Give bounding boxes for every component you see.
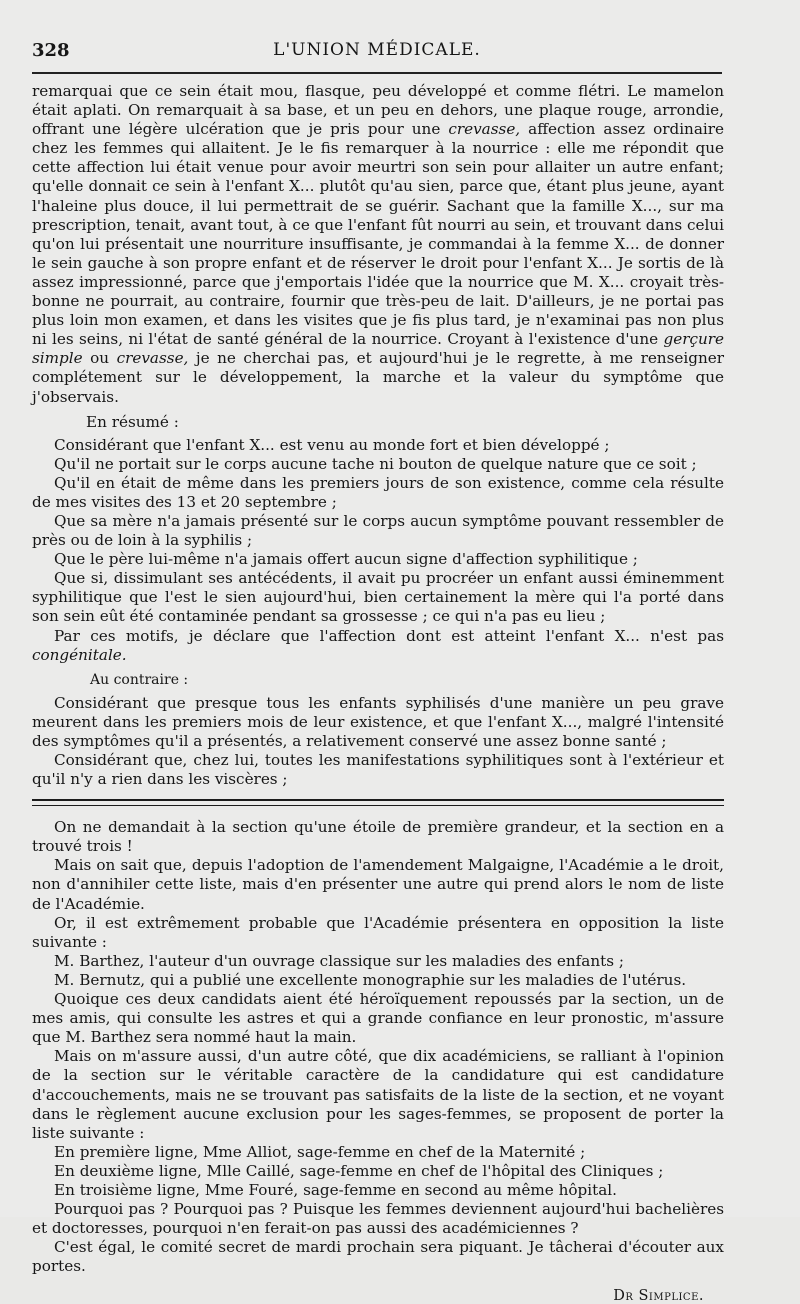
considerant-item: Que si, dissimulant ses antécédents, il avait pu procréer un enfant aussi éminemment syphilitique que l'est le sien aujourd'hui, bien certainement la mère qui l'a porté dans son sein eût été contaminée pendant sa grossesse ; ce qui n'a pas eu lieu ; <box>32 569 724 626</box>
chronicle-paragraph: En première ligne, Mme Alliot, sage-femme en chef de la Maternité ; <box>54 1142 586 1161</box>
chronicle-paragraph: Mais on m'assure aussi, d'un autre côté, que dix académiciens, se ralliant à l'opinion de la section sur le véritable caractère de la candidature qui est candidature d'accouchements, mais ne se trouvant pas satisfaits de la liste de la section, et ne voyant dans le règlement aucune exclusion pour les sages-femmes, se proposent de porter la liste suivante : <box>32 1047 724 1142</box>
running-title: L'UNION MÉDICALE. <box>273 40 481 60</box>
chronicle-paragraph: Pourquoi pas ? Pourquoi pas ? Puisque les femmes deviennent aujourd'hui bachelières et doctoresses, pourquoi n'en ferait-on pas aussi des académiciennes ? <box>32 1200 724 1238</box>
text-run: ou <box>82 349 117 368</box>
page-header <box>32 34 722 64</box>
signature: Dr Simplice. <box>613 1288 704 1304</box>
contraire-item: Considérant que presque tous les enfants syphilisés d'une manière un peu grave meurent dans les premiers mois de leur existence, et que l'enfant X..., malgré l'intensité des symptômes qu'il a présentés, a relativement conservé une assez bonne santé ; <box>32 693 724 750</box>
en-resume-heading: En résumé : <box>86 412 179 431</box>
page-number: 328 <box>32 40 70 61</box>
chronicle-paragraph: Or, il est extrêmement probable que l'Académie présentera en opposition la liste suivante : <box>32 913 724 951</box>
considerant-item: Que sa mère n'a jamais présenté sur le corps aucun symptôme pouvant ressembler de près ou de loin à la syphilis ; <box>32 511 724 550</box>
italic-term: gerçure simple <box>32 330 724 368</box>
text-run: remarquai que ce sein était mou, flasque, peu développé et comme flétri. Le mamelon était aplati. On remarquait à sa base, et un peu en dehors, une plaque rouge, arrondie, offrant une légère ulcération que je pris pour une <box>32 82 724 139</box>
chronicle-paragraph: On ne demandait à la section qu'une étoile de première grandeur, et la section en a trouvé trois ! <box>32 818 724 856</box>
chronicle-paragraph: C'est égal, le comité secret de mardi prochain sera piquant. Je tâcherai d'écouter aux portes. <box>32 1238 724 1276</box>
section-divider <box>32 799 724 806</box>
text-run: Par ces motifs, je déclare que l'affection dont est atteint l'enfant X... n'est pas <box>54 626 724 645</box>
opening-paragraph <box>32 82 724 407</box>
chronicle-paragraph: En deuxième ligne, Mlle Caillé, sage-femme en chef de l'hôpital des Cliniques ; <box>54 1161 664 1180</box>
italic-term: congénitale. <box>32 645 127 664</box>
considerant-item: Qu'il en était de même dans les premiers jours de son existence, comme cela résulte de mes visites des 13 et 20 septembre ; <box>32 473 724 511</box>
text-run: je ne cherchai pas, et aujourd'hui je le regrette, à me renseigner complétement sur le développement, la marche et la valeur du symptôme que j'observais. <box>32 349 724 406</box>
chronicle-paragraph: M. Bernutz, qui a publié une excellente monographie sur les maladies de l'utérus. <box>54 970 687 989</box>
considerant-item: Qu'il ne portait sur le corps aucune tache ni bouton de quelque nature que ce soit ; <box>54 454 697 473</box>
text-run: affection assez ordinaire chez les femmes qui allaitent. Je le fis remarquer à la nourrice : elle me répondit que cette affection lui était venue pour avoir meurtri son sein pour allaiter un autre enfant; qu'elle donnait ce sein à l'enfant X... plutôt qu'au sien, parce que, étant plus jeune, ayant l'haleine plus douce, il lui permettrait de se guérir. Sachant que la famille X..., sur ma prescription, tenait, avant tout, à ce que l'enfant fût nourri au sein, et trouvant dans celui qu'on lui présentait une nourriture insuffisante, je commandai à la femme X... de donner le sein gauche à son propre enfant et de réserver le droit pour l'enfant X... Je sortis de là assez impressionné, parce que j'emportais l'idée que la nourrice que M. X... croyait très-bonne ne pourrait, au contraire, fournir que très-peu de lait. D'ailleurs, je ne portai pas plus loin mon examen, et dans les visites que je fis plus tard, je n'examinai pas non plus ni les seins, ni l'état de santé général de la nourrice. Croyant à l'existence d'une <box>32 120 724 349</box>
header-rule <box>32 72 722 74</box>
italic-term: crevasse, <box>448 120 521 139</box>
italic-term: crevasse, <box>116 349 189 368</box>
contraire-item: Considérant que, chez lui, toutes les manifestations syphilitiques sont à l'extérieur et qu'il n'y a rien dans les viscères ; <box>32 751 724 789</box>
au-contraire-heading: Au contraire : <box>90 671 189 688</box>
page-body <box>32 82 724 1304</box>
considerant-item: Que le père lui-même n'a jamais offert aucun signe d'affection syphilitique ; <box>54 550 638 569</box>
chronicle-paragraph: M. Barthez, l'auteur d'un ouvrage classique sur les maladies des enfants ; <box>54 951 624 970</box>
considerant-item: Considérant que l'enfant X... est venu au monde fort et bien développé ; <box>54 435 610 454</box>
conclusion-paragraph <box>32 627 724 665</box>
chronicle-paragraph: Mais on sait que, depuis l'adoption de l'amendement Malgaigne, l'Académie a le droit, non d'annihiler cette liste, mais d'en présenter une autre qui prend alors le nom de liste de l'Académie. <box>32 856 724 913</box>
chronicle-paragraph: Quoique ces deux candidats aient été héroïquement repoussés par la section, un de mes amis, qui consulte les astres et qui a grande confiance en leur pronostic, m'assure que M. Barthez sera nommé haut la main. <box>32 990 724 1047</box>
chronicle-paragraph: En troisième ligne, Mme Fouré, sage-femme en second au même hôpital. <box>54 1180 617 1199</box>
